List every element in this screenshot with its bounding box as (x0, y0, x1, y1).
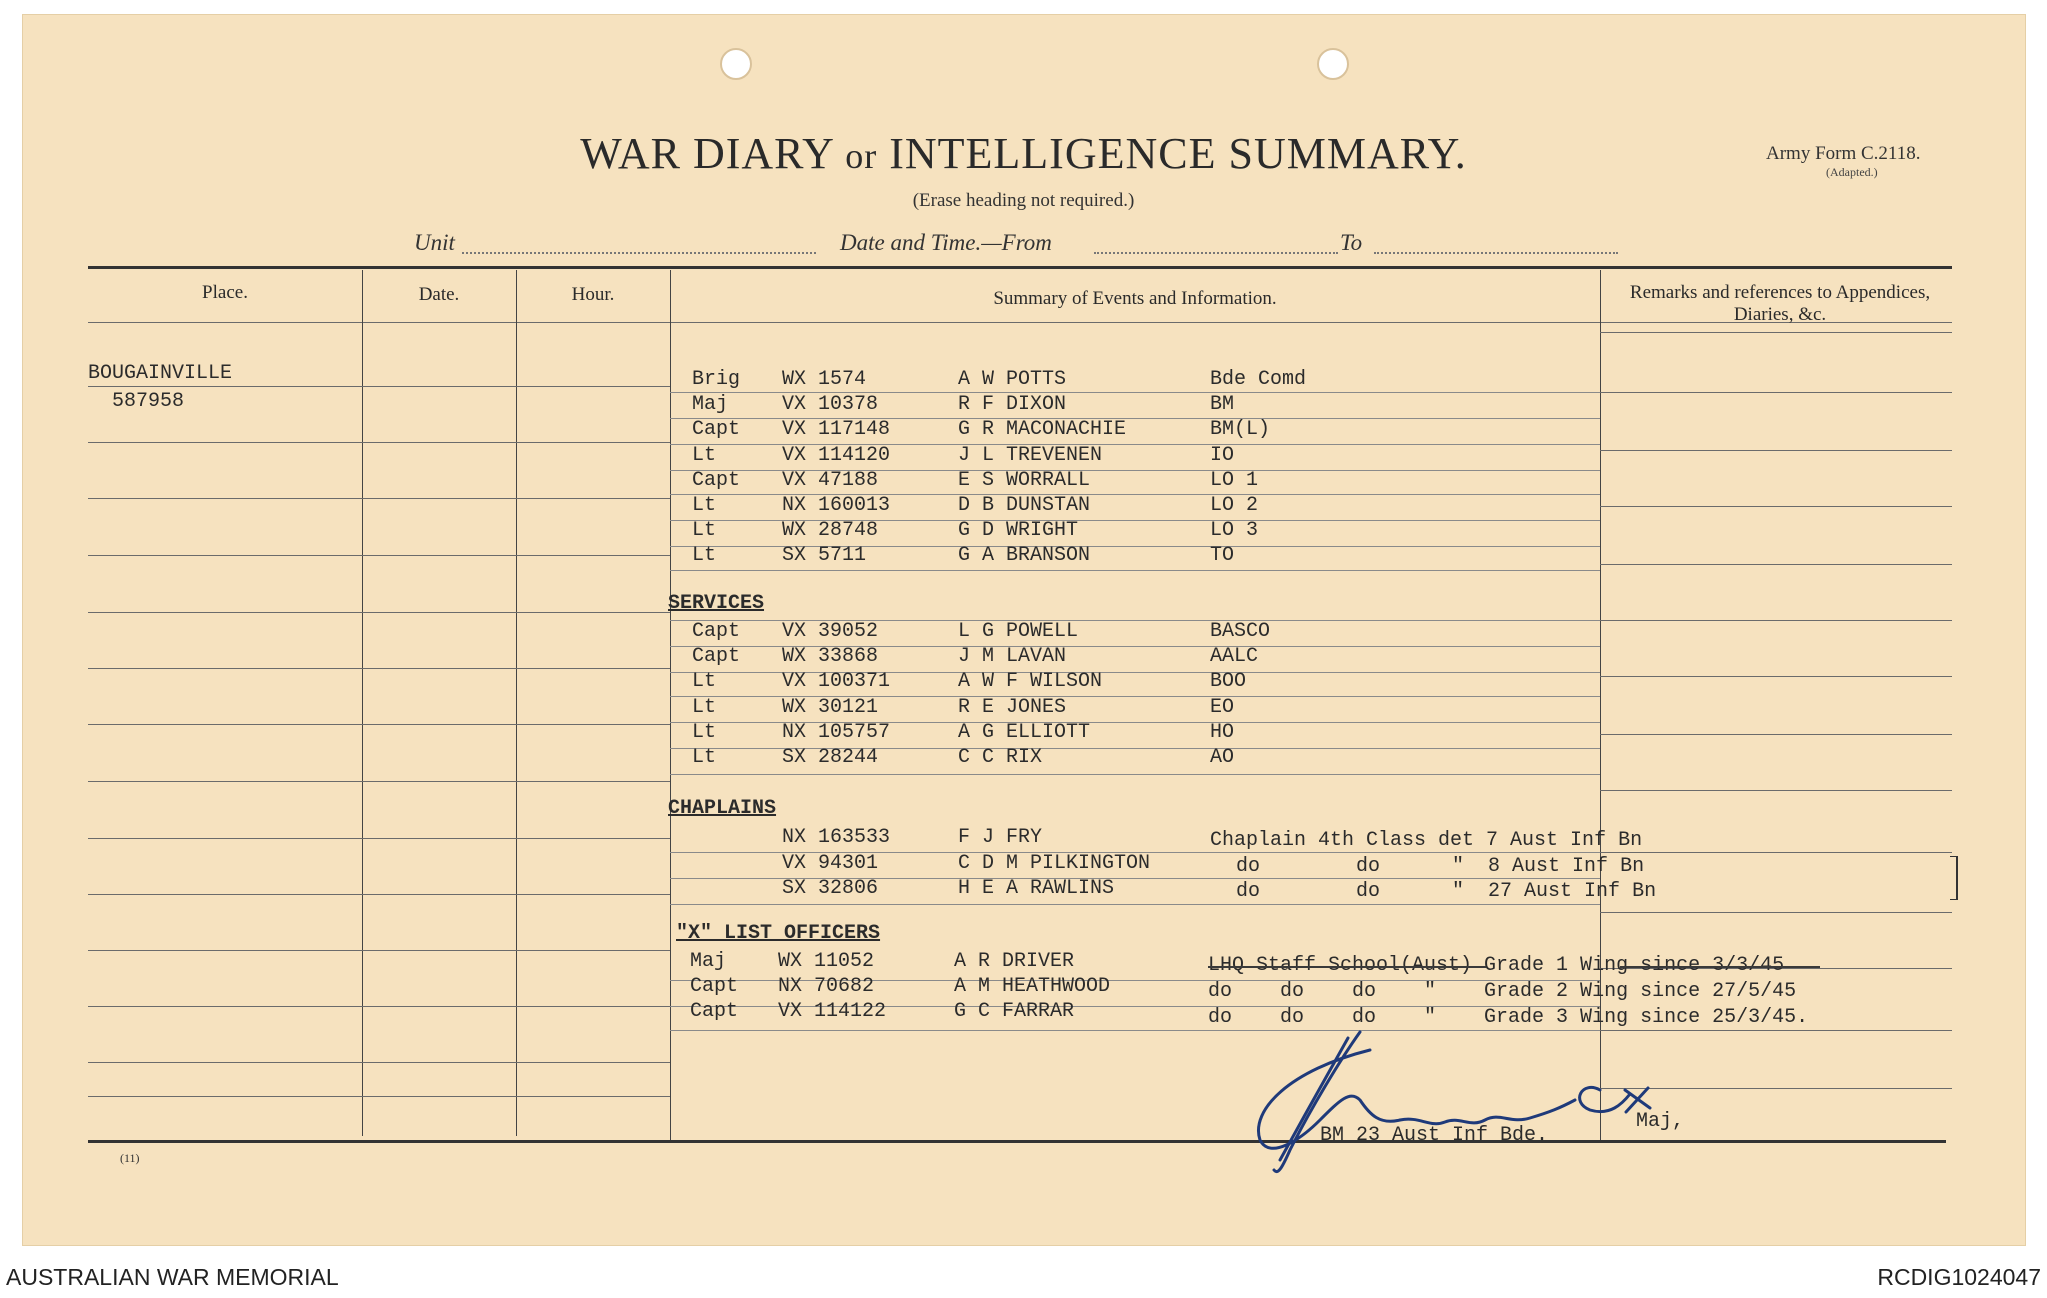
form-title: WAR DIARY or INTELLIGENCE SUMMARY. (580, 129, 1467, 178)
ruled-line (670, 904, 1600, 905)
ruled-line (1600, 676, 1952, 677)
ruled-line (1600, 852, 1952, 853)
strikethrough-line (1620, 966, 1820, 968)
ruled-line (1600, 506, 1952, 507)
footer-source: AUSTRALIAN WAR MEMORIAL (6, 1264, 339, 1290)
col-header-remarks: Remarks and references to Appendices, Diaries, &c. (1629, 282, 1931, 325)
ruled-line (88, 1006, 670, 1007)
place-name: BOUGAINVILLE (88, 362, 233, 385)
from-line (1094, 252, 1338, 254)
ruled-line (1600, 564, 1952, 565)
ruled-line (1600, 912, 1952, 913)
punch-hole (1317, 48, 1349, 80)
ruled-line (1600, 790, 1952, 791)
to-label: To (1340, 230, 1363, 255)
section-heading-services: SERVICES (668, 592, 765, 615)
ruled-line (1600, 734, 1952, 735)
date-time-label: Date and Time.—From (840, 230, 1052, 255)
ruled-line (1600, 392, 1952, 393)
ruled-line (88, 386, 670, 387)
ruled-line (670, 570, 1600, 571)
ruled-line (88, 950, 670, 951)
ruled-line (88, 1062, 670, 1063)
col-header-date: Date. (418, 284, 460, 305)
section-heading-chaplains: CHAPLAINS (668, 797, 777, 820)
footer-catalog-id: RCDIG1024047 (1877, 1264, 2041, 1290)
erase-note: (Erase heading not required.) (912, 190, 1135, 211)
ruled-line (1600, 620, 1952, 621)
unit-label: Unit (414, 230, 455, 255)
ruled-line (88, 498, 670, 499)
to-line (1374, 252, 1618, 254)
col-header-place: Place. (202, 282, 248, 303)
unit-line (462, 252, 816, 254)
ruled-line (88, 612, 670, 613)
form-number: (11) (120, 1151, 140, 1165)
signature-position: BM 23 Aust Inf Bde. (1320, 1124, 1549, 1147)
strikethrough-line (1208, 966, 1486, 968)
col-divider-hour (670, 270, 671, 1140)
col-header-hour: Hour. (571, 284, 615, 305)
adapted-note: (Adapted.) (1826, 165, 1878, 179)
punch-hole (720, 48, 752, 80)
signature-mark (1230, 1020, 1670, 1180)
bracket-mark (1950, 856, 1958, 900)
ruled-line (88, 838, 670, 839)
signature-rank: Maj, (1636, 1110, 1685, 1133)
section-heading-x-list: "X" LIST OFFICERS (676, 922, 881, 945)
ruled-line (88, 1096, 670, 1097)
ruled-line (88, 668, 670, 669)
ruled-line (88, 442, 670, 443)
place-ref: 587958 (112, 390, 185, 413)
army-form-number: Army Form C.2118. (1766, 143, 1921, 164)
ruled-line (88, 555, 670, 556)
table-top-border (88, 266, 1952, 269)
ruled-line (1600, 332, 1952, 333)
col-header-summary: Summary of Events and Information. (993, 288, 1277, 309)
ruled-line (88, 781, 670, 782)
ruled-line (88, 894, 670, 895)
ruled-line (88, 724, 670, 725)
ruled-line (1600, 450, 1952, 451)
ruled-line (670, 774, 1600, 775)
